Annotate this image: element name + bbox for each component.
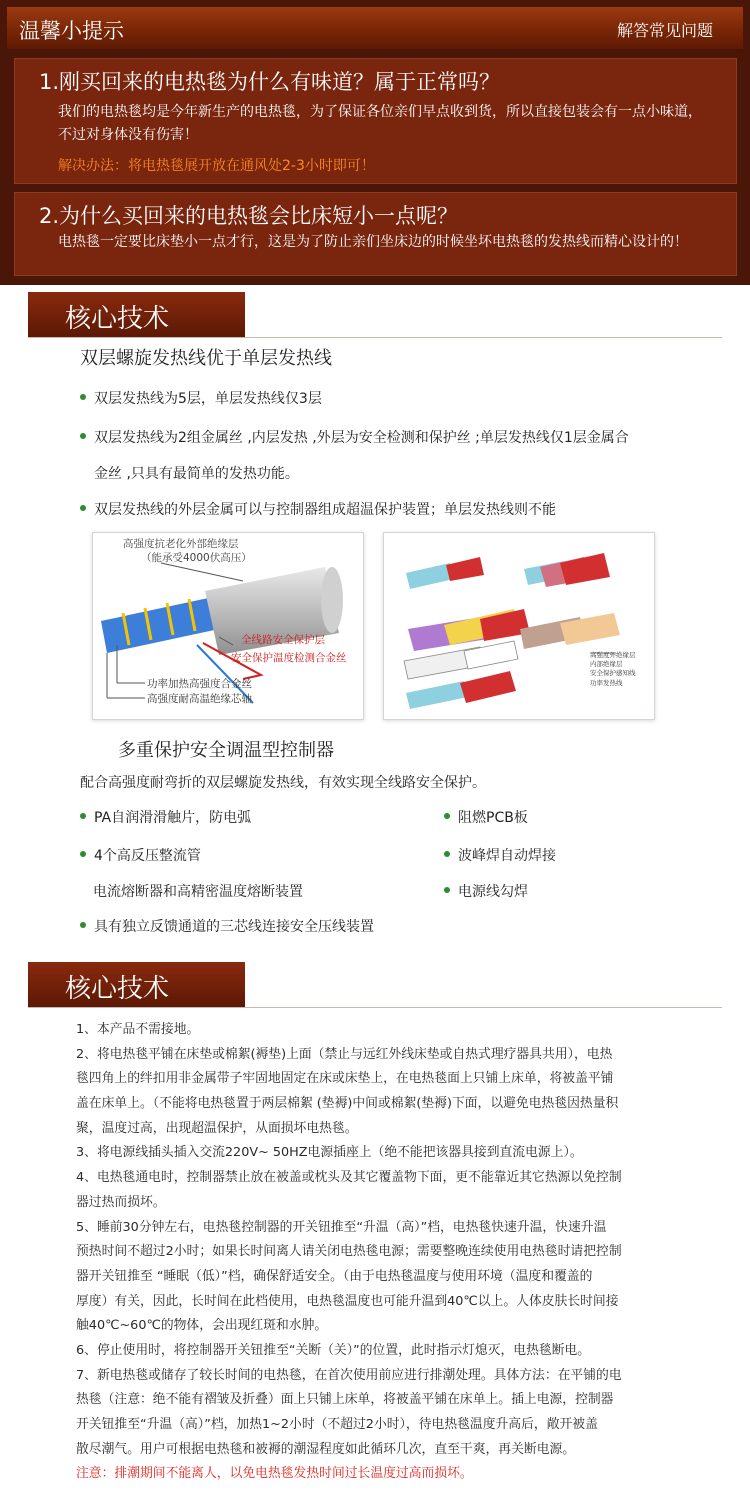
tips-header [7,7,743,49]
bullet-dot-icon [80,505,86,511]
feature-item: 电源线勾焊 [444,881,528,901]
diagram-label: 高强度外绝缘层 [590,651,636,659]
diagram-double-layer-cable [92,532,364,720]
instruction-line: 5、睡前30分钟左右，电热毯控制器的开关钮推至“升温（高）”档，电热毯快速升温，快速升温 [76,1219,607,1235]
faq-item-1 [14,58,737,184]
cable-comparison-illustration [384,533,654,719]
diagram-label: 安全保护感知线 [590,669,636,677]
instruction-line: 2、将电热毯平铺在床垫或棉絮(褥垫)上面（禁止与远红外线床垫或自热式理疗器具共用），电热 [76,1046,613,1062]
instruction-line: 7、新电热毯或储存了较长时间的电热毯，在首次使用前应进行排潮处理。具体方法：在平铺的电 [76,1367,622,1383]
section-banner-core-tech-1 [28,292,245,338]
instruction-line: 预热时间不超过2小时；如果长时间离人请关闭电热毯电源；需要整晚连续使用电热毯时请把控制 [76,1244,622,1260]
diagram-label: （能承受4000伏高压） [141,552,252,564]
banner-title: 核心技术 [65,304,170,334]
bullet-dot-icon [80,813,86,819]
diagram-label: 高强度抗老化外部绝缘层 [123,538,239,550]
instruction-line: 毯四角上的绊扣用非金属带子牢固地固定在床或床垫上，在电热毯面上只铺上床单，将被盖平铺 [76,1071,614,1087]
feature-item: 电流熔断器和高精密温度熔断装置 [93,884,303,900]
diagram-label: 内部绝缘层 [590,660,623,668]
feature-item: 具有独立反馈通道的三芯线连接安全压线装置 [80,916,374,936]
instruction-line: 触40℃~60℃的物体，会出现红斑和水肿。 [76,1318,328,1334]
faq-answer-1: 我们的电热毯均是今年新生产的电热毯，为了保证各位亲们早点收到货，所以直接包装会有一点小味道，不过对身体没有伤害！ [58,104,702,143]
banner-title: 核心技术 [65,974,170,1004]
bullet-dot-icon [444,851,450,857]
divider [28,1007,722,1008]
instruction-line: 4、电热毯通电时，控制器禁止放在被盖或枕头及其它覆盖物下面，更不能靠近其它热源以免控制 [76,1170,622,1186]
faq-question-2: 2.为什么买回来的电热毯会比床短小一点呢？ [39,204,459,228]
tips-section [0,0,750,285]
diagram-cable-comparison [383,532,655,720]
diagram-label: 高强度耐高温绝缘芯轴 [147,693,252,705]
tips-title: 温馨小提示 [19,19,124,43]
feature-item: 阻燃PCB板 [444,807,528,827]
subtitle-controller: 多重保护安全调温型控制器 [118,740,334,761]
instruction-line: 厚度）有关，因此，长时间在此档使用，电热毯温度也可能升温到40℃以上。人体皮肤长时间接 [76,1293,619,1309]
feature-item: PA自润滑滑触片，防电弧 [80,807,251,827]
bullet-dot-icon [444,887,450,893]
bullet-dot-icon [80,851,86,857]
bullet-item: 双层发热线为2组金属丝 ,内层发热 ,外层为安全检测和保护丝 ;单层发热线仅1层金属合 [80,427,629,447]
tips-faq-label: 解答常见问题 [616,21,713,40]
warning-note: 注意：排潮期间不能离人，以免电热毯发热时间过长温度过高而损坏。 [76,1466,473,1482]
feature-item: 4个高反压整流管 [80,845,201,865]
instruction-line: 聚，温度过高，出现超温保护，从面损坏电热毯。 [76,1120,358,1136]
diagram-label: 功率发热线 [590,679,623,687]
instruction-line: 盖在床单上。（不能将电热毯置于两层棉絮 (垫褥)中间或棉絮(垫褥)下面，以避免电热毯因热量积 [76,1096,619,1112]
instruction-line: 散尽潮气。用户可根据电热毯和被褥的潮湿程度如此循环几次，直至干爽，再关断电源。 [76,1441,576,1457]
feature-item: 波峰焊自动焊接 [444,845,556,865]
diagram-label: 安全保护温度检测合金丝 [231,652,347,664]
instruction-line: 1、本产品不需接地。 [76,1022,200,1037]
instruction-line: 开关钮推至“升温（高）”档，加热1~2小时（不超过2小时），待电热毯温度升高后，敞开被盖 [76,1417,598,1432]
controller-description: 配合高强度耐弯折的双层螺旋发热线，有效实现全线路安全保护。 [80,775,486,791]
bullet-dot-icon [80,433,86,439]
bullet-dot-icon [444,813,450,819]
divider [28,337,722,338]
instruction-line: 热毯（注意：绝不能有褶皱及折叠）面上只铺上床单，将被盖平铺在床单上。插上电源，控制器 [76,1392,614,1408]
section-banner-core-tech-2 [28,962,245,1008]
diagram-label: 全线路安全保护层 [241,634,325,646]
bullet-item: 双层发热线的外层金属可以与控制器组成超温保护装置；单层发热线则不能 [80,499,556,519]
instruction-line: 器过热而损坏。 [76,1194,166,1210]
instruction-line: 6、停止使用时，将控制器开关钮推至“关断（关）”的位置，此时指示灯熄灭，电热毯断电。 [76,1342,591,1358]
usage-instructions [76,1018,676,1487]
subtitle-heating-wire: 双层螺旋发热线优于单层发热线 [80,348,332,369]
diagram-label: 功率加热高强度合金丝 [147,678,252,690]
faq-item-2 [14,192,737,276]
bullet-dot-icon [80,394,86,400]
bullet-dot-icon [80,922,86,928]
faq-solution-1: 解决办法：将电热毯展开放在通风处2-3小时即可！ [58,158,375,174]
instruction-line: 3、将电源线插头插入交流220V~ 50HZ电源插座上（绝不能把该器具接到直流电源上）。 [76,1145,583,1161]
instruction-line: 器开关钮推至 “睡眠（低）”档，确保舒适安全。（由于电热毯温度与使用环境（温度和覆盖的 [76,1268,593,1284]
faq-answer-2: 电热毯一定要比床垫小一点才行，这是为了防止亲们坐床边的时候坐坏电热毯的发热线而精心设计的！ [58,234,688,250]
bullet-continuation: 金丝 ,只具有最简单的发热功能。 [94,466,299,482]
cable-illustration [93,533,363,719]
faq-question-1: 1.刚买回来的电热毯为什么有味道？属于正常吗？ [39,70,501,94]
bullet-item: 双层发热线为5层，单层发热线仅3层 [80,388,322,408]
